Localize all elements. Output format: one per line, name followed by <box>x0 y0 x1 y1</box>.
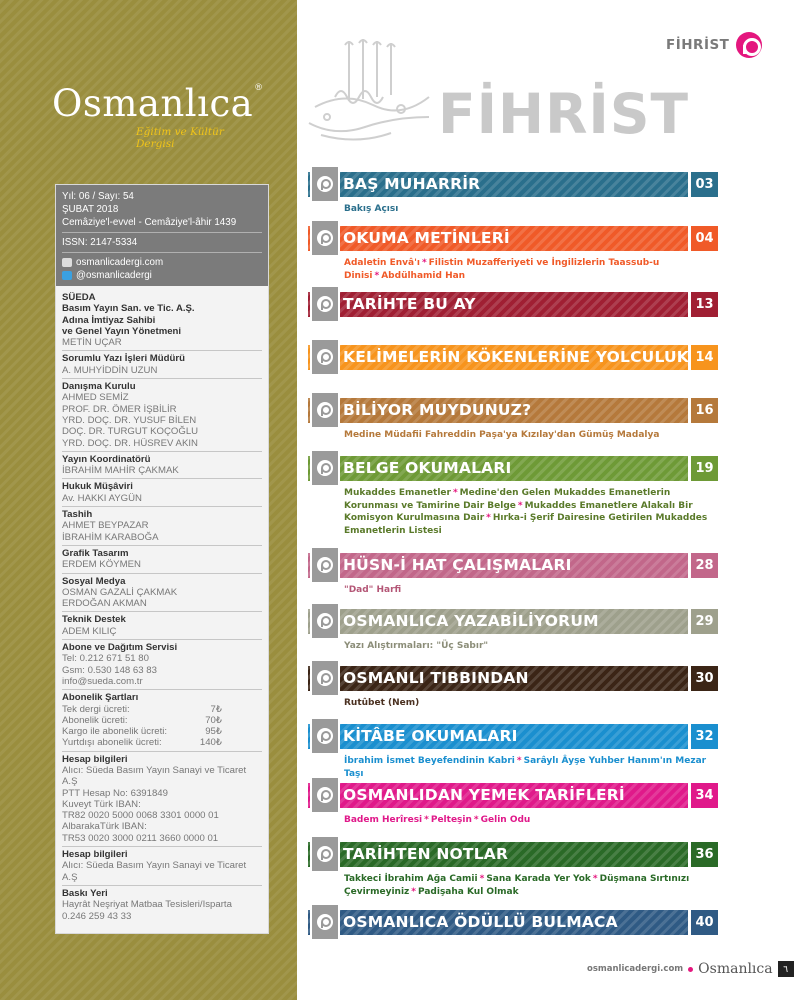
issue-issn: ISSN: 2147-5334 <box>62 237 138 248</box>
entry-article[interactable]: Bakış Açısı <box>344 204 399 214</box>
brand-glyph-icon <box>317 176 333 192</box>
price-label: Yurtdışı abonelik ücreti: <box>62 737 162 749</box>
masthead-role: Teknik Destek <box>62 614 126 626</box>
masthead-name: DOÇ. DR. TURGUT KOÇOĞLU <box>62 426 199 438</box>
footer-url[interactable]: osmanlicadergi.com <box>587 964 684 974</box>
entry-title: KİTÂBE OKUMALARI <box>343 727 518 745</box>
masthead-role: Tashih <box>62 509 93 521</box>
masthead-section <box>62 351 262 379</box>
price-value: 95₺ <box>205 726 222 738</box>
page-number: ٦ <box>778 961 794 977</box>
entry-page-number: 40 <box>691 910 718 935</box>
masthead-body <box>56 286 268 924</box>
masthead-section <box>62 574 262 613</box>
website-link[interactable]: osmanlicadergi.com <box>76 257 164 268</box>
entry-description <box>308 697 718 710</box>
brand-logo <box>52 82 262 162</box>
masthead-name: AHMET BEYPAZAR <box>62 520 149 532</box>
logo-text: Osmanlıca <box>52 82 254 125</box>
entry-article[interactable]: İbrahim İsmet Beyefendinin Kabri <box>344 756 515 766</box>
masthead-role: Abone ve Dağıtım Servisi <box>62 642 178 654</box>
entry-bar[interactable] <box>308 910 718 935</box>
masthead-role: Hukuk Müşâviri <box>62 481 133 493</box>
brand-glyph-icon <box>317 349 333 365</box>
registered-mark: ® <box>255 82 262 92</box>
entry-article[interactable]: Düşmana Sırtınızı Çevirmeyiniz <box>344 874 690 897</box>
twitter-handle[interactable]: @osmanlicadergi <box>76 270 152 281</box>
contents-entry[interactable] <box>308 724 718 780</box>
entry-page-number: 03 <box>691 172 718 197</box>
entry-page-number: 34 <box>691 783 718 808</box>
contents-entry[interactable] <box>308 398 718 442</box>
issue-info <box>56 185 268 286</box>
contents-entry[interactable] <box>308 292 718 317</box>
entry-bar[interactable] <box>308 724 718 749</box>
entry-article[interactable]: Padişaha Kul Olmak <box>417 886 519 897</box>
masthead-name: Tel: 0.212 671 51 80 <box>62 653 149 665</box>
bank-section <box>62 752 262 847</box>
masthead-name: ERDEM KÖYMEN <box>62 559 141 571</box>
bank-title: Baskı Yeri <box>62 887 108 899</box>
brand-glyph-icon <box>317 846 333 862</box>
masthead-role: Danışma Kurulu <box>62 381 136 393</box>
entry-article[interactable]: "Dad" Harfi <box>344 585 402 595</box>
masthead-section <box>62 546 262 574</box>
bullet-separator: * <box>374 270 380 281</box>
masthead-section <box>62 290 262 351</box>
entry-article[interactable]: Abdülhamid Han <box>381 270 466 281</box>
entry-bar[interactable] <box>308 553 718 578</box>
dot-separator <box>688 967 693 972</box>
entry-marker-icon <box>310 219 340 257</box>
brand-glyph-icon <box>317 402 333 418</box>
price-value: 7₺ <box>210 703 222 715</box>
masthead-role: Grafik Tasarım <box>62 547 129 559</box>
entry-title: BAŞ MUHARRİR <box>343 175 481 193</box>
entry-title: KELİMELERİN KÖKENLERİNE YOLCULUK <box>343 348 689 366</box>
brand-glyph-icon <box>317 787 333 803</box>
entry-page-number: 13 <box>691 292 718 317</box>
masthead-name: A. MUHYİDDİN UZUN <box>62 364 158 376</box>
logo-subtitle: Eğitim ve Kültür Dergisi <box>136 126 224 150</box>
entry-article[interactable]: Sana Karada Yer Yok <box>486 874 591 884</box>
bank-line: Alıcı: Süeda Basım Yayın Sanayi ve Ticaret A.Ş <box>62 860 247 883</box>
entry-article[interactable]: Yazı Alıştırmaları: "Üç Sabır" <box>344 641 489 651</box>
contents-entry[interactable] <box>308 910 718 935</box>
masthead-name: YRD. DOÇ. DR. YUSUF BİLEN <box>62 414 197 426</box>
masthead-name: PROF. DR. ÖMER İŞBİLİR <box>62 403 177 415</box>
entry-title: OSMANLICA YAZABİLİYORUM <box>343 612 599 630</box>
entry-article[interactable]: Sarâylı Âyşe Yuhber Hanım'ın Mezar Taşı <box>344 756 707 779</box>
entry-page-number: 04 <box>691 226 718 251</box>
bullet-separator: * <box>592 874 598 884</box>
masthead-role: Yayın Koordinatörü <box>62 453 151 465</box>
entry-marker-icon <box>310 776 340 814</box>
price-row <box>62 737 262 748</box>
entry-description <box>308 640 718 653</box>
web-icon <box>62 258 72 267</box>
entry-page-number: 30 <box>691 666 718 691</box>
contents-entry[interactable] <box>308 842 718 898</box>
entry-title: OSMANLIDAN YEMEK TARİFLERİ <box>343 786 625 804</box>
brand-glyph-icon <box>317 230 333 246</box>
entry-article[interactable]: Badem Herîresi <box>344 815 423 825</box>
entry-article[interactable]: Medine Müdafii Fahreddin Paşa'ya Kızılay'dan Gümüş Madalya <box>344 430 660 440</box>
entry-article[interactable]: Adaletin Envâ'ı <box>344 258 420 268</box>
bank-line: Alıcı: Süeda Basım Yayın Sanayi ve Ticaret A.Ş <box>62 764 247 788</box>
issue-date: ŞUBAT 2018 <box>62 204 119 215</box>
brand-glyph-icon <box>317 914 333 930</box>
entry-page-number: 36 <box>691 842 718 867</box>
price-row <box>62 704 262 715</box>
masthead-name: METİN UÇAR <box>62 337 122 349</box>
price-row <box>62 726 262 737</box>
entry-description <box>308 429 718 442</box>
brand-glyph-icon <box>317 670 333 686</box>
contents-entry[interactable] <box>308 345 718 370</box>
brand-pin-icon <box>736 32 762 58</box>
masthead-box <box>55 184 269 934</box>
bank-line: Kuveyt Türk IBAN: <box>62 798 141 810</box>
bullet-separator: * <box>421 258 427 268</box>
entry-description <box>308 814 718 827</box>
subscription-section <box>62 690 262 751</box>
masthead-name: ADEM KILIÇ <box>62 625 117 637</box>
masthead-name: ERDOĞAN AKMAN <box>62 598 147 610</box>
masthead-name: OSMAN GAZALİ ÇAKMAK <box>62 586 178 598</box>
divider <box>62 252 262 253</box>
entry-bar[interactable] <box>308 456 718 481</box>
entry-article[interactable]: Pelteşin <box>430 815 472 825</box>
entry-bar[interactable] <box>308 609 718 634</box>
bank-section <box>62 847 262 886</box>
page-title: FİHRİST <box>438 82 690 146</box>
section-tag-text: FİHRİST <box>666 37 730 53</box>
brand-glyph-icon <box>317 557 333 573</box>
contents-entry[interactable] <box>308 666 718 710</box>
entry-bar[interactable] <box>308 172 718 197</box>
entry-description <box>308 487 718 537</box>
entry-article[interactable]: Mukaddes Emanetler <box>344 488 451 498</box>
masthead-name: info@sueda.com.tr <box>62 675 143 687</box>
bank-line: AlbarakaTürk IBAN: <box>62 821 147 833</box>
bullet-separator: * <box>516 756 522 766</box>
masthead-section <box>62 640 262 690</box>
contents-entry[interactable] <box>308 456 718 537</box>
entry-bar[interactable] <box>308 345 718 370</box>
price-value: 140₺ <box>199 737 222 749</box>
entry-title: BELGE OKUMALARI <box>343 459 512 477</box>
masthead-name: Av. HAKKI AYGÜN <box>62 492 142 504</box>
masthead-section <box>62 507 262 546</box>
entry-article[interactable]: Takkeci İbrahim Ağa Camii <box>344 874 478 884</box>
brand-glyph-icon <box>317 613 333 629</box>
bank-line: TR82 0020 5000 0068 3301 0000 01 <box>62 810 219 822</box>
entry-marker-icon <box>310 449 340 487</box>
masthead-name: AHMED SEMİZ <box>62 392 129 404</box>
entry-page-number: 14 <box>691 345 718 370</box>
entry-page-number: 29 <box>691 609 718 634</box>
bullet-separator: * <box>517 500 523 511</box>
entry-page-number: 32 <box>691 724 718 749</box>
entry-description <box>308 203 718 216</box>
entry-article[interactable]: Hırka-i Şerif Dairesine Getirilen Mukaddes Emanetlerin Listesi <box>344 513 708 536</box>
masthead-section <box>62 452 262 480</box>
masthead-role: Sorumlu Yazı İşleri Müdürü <box>62 353 185 365</box>
entry-title: TARİHTEN NOTLAR <box>343 845 509 863</box>
entry-marker-icon <box>310 835 340 873</box>
bullet-separator: * <box>411 886 416 897</box>
bullet-separator: * <box>486 513 491 523</box>
entry-bar[interactable] <box>308 226 718 251</box>
entry-title: OSMANLI TIBBINDAN <box>343 669 529 687</box>
entry-description <box>308 873 718 898</box>
masthead-name: Gsm: 0.530 148 63 83 <box>62 664 157 676</box>
masthead-name: İBRAHİM KARABOĞA <box>62 531 159 543</box>
issue-year-no: Yıl: 06 / Sayı: 54 <box>62 191 134 202</box>
masthead-role: Sosyal Medya <box>62 575 126 587</box>
page-footer <box>587 961 794 977</box>
bullet-separator: * <box>479 874 485 884</box>
entry-article[interactable]: Rutûbet (Nem) <box>344 698 420 708</box>
left-sidebar <box>0 0 297 1000</box>
divider <box>62 232 262 233</box>
entry-title: OKUMA METİNLERİ <box>343 229 510 247</box>
entry-title: HÜSN-İ HAT ÇALIŞMALARI <box>343 556 572 574</box>
issue-hijri: Cemâziye'l-evvel - Cemâziye'l-âhir 1439 <box>62 217 237 228</box>
entry-title: BİLİYOR MUYDUNUZ? <box>343 401 532 419</box>
bank-line: PTT Hesap No: 6391849 <box>62 787 168 799</box>
entry-bar[interactable] <box>308 666 718 691</box>
price-row <box>62 715 262 726</box>
price-label: Tek dergi ücreti: <box>62 703 130 715</box>
masthead-section <box>62 612 262 640</box>
entry-description <box>308 257 718 282</box>
entry-article[interactable]: Gelin Odu <box>480 815 531 825</box>
contents-entry[interactable] <box>308 226 718 282</box>
entry-marker-icon <box>310 659 340 697</box>
bank-line: TR53 0020 3000 0211 3660 0000 01 <box>62 832 219 844</box>
brand-glyph-icon <box>317 296 333 312</box>
contents-entry[interactable] <box>308 172 718 216</box>
section-tag <box>666 32 762 58</box>
entry-article[interactable]: Filistin Muzafferiyeti ve İngilizlerin Taassub-u Dinisi <box>344 258 660 281</box>
subscription-title: Abonelik Şartları <box>62 692 139 704</box>
entry-marker-icon <box>310 285 340 323</box>
price-value: 70₺ <box>205 714 222 726</box>
masthead-role: SÜEDA Basım Yayın San. ve Tic. A.Ş. Adına İmtiyaz Sahibi ve Genel Yayın Yönetmeni <box>62 292 195 337</box>
entry-description <box>308 755 718 780</box>
entry-article[interactable]: Mukaddes Emanetlere Alakalı Bir Komisyon Kurulmasına Dair <box>344 500 693 523</box>
footer-logo: Osmanlıca <box>698 961 773 977</box>
entry-marker-icon <box>310 165 340 203</box>
bank-section <box>62 886 262 924</box>
entry-bar[interactable] <box>308 842 718 867</box>
entry-page-number: 19 <box>691 456 718 481</box>
bank-line: 0.246 259 43 33 <box>62 910 132 922</box>
basmala-calligraphy <box>305 37 433 145</box>
masthead-section <box>62 479 262 507</box>
entry-bar[interactable] <box>308 398 718 423</box>
price-label: Kargo ile abonelik ücreti: <box>62 726 168 738</box>
entry-marker-icon <box>310 546 340 584</box>
bullet-separator: * <box>473 815 479 825</box>
entry-title: OSMANLICA ÖDÜLLÜ BULMACA <box>343 913 618 931</box>
brand-glyph-icon <box>317 460 333 476</box>
bank-title: Hesap bilgileri <box>62 849 128 861</box>
contents-entry[interactable] <box>308 553 718 597</box>
masthead-section <box>62 379 262 452</box>
entry-marker-icon <box>310 903 340 941</box>
entry-article[interactable]: Medine'den Gelen Mukaddes Emanetlerin Korunması ve Tamirine Dair Belge <box>344 488 671 511</box>
website-row[interactable] <box>62 256 262 269</box>
masthead-name: YRD. DOÇ. DR. HÜSREV AKIN <box>62 437 198 449</box>
bullet-separator: * <box>452 488 458 498</box>
entry-marker-icon <box>310 338 340 376</box>
entry-marker-icon <box>310 391 340 429</box>
contents-entry[interactable] <box>308 783 718 827</box>
twitter-icon <box>62 271 72 280</box>
entry-title: TARİHTE BU AY <box>343 295 476 313</box>
bank-title: Hesap bilgileri <box>62 753 128 765</box>
price-label: Abonelik ücreti: <box>62 714 128 726</box>
brand-glyph-icon <box>317 728 333 744</box>
bullet-separator: * <box>424 815 429 825</box>
entry-page-number: 28 <box>691 553 718 578</box>
contents-entry[interactable] <box>308 609 718 653</box>
entry-bar[interactable] <box>308 292 718 317</box>
entry-marker-icon <box>310 717 340 755</box>
twitter-row[interactable] <box>62 269 262 282</box>
entry-bar[interactable] <box>308 783 718 808</box>
entry-marker-icon <box>310 602 340 640</box>
masthead-name: İBRAHİM MAHİR ÇAKMAK <box>62 465 179 477</box>
bank-line: Hayrât Neşriyat Matbaa Tesisleri/Isparta <box>62 899 232 911</box>
entry-page-number: 16 <box>691 398 718 423</box>
entry-description <box>308 584 718 597</box>
